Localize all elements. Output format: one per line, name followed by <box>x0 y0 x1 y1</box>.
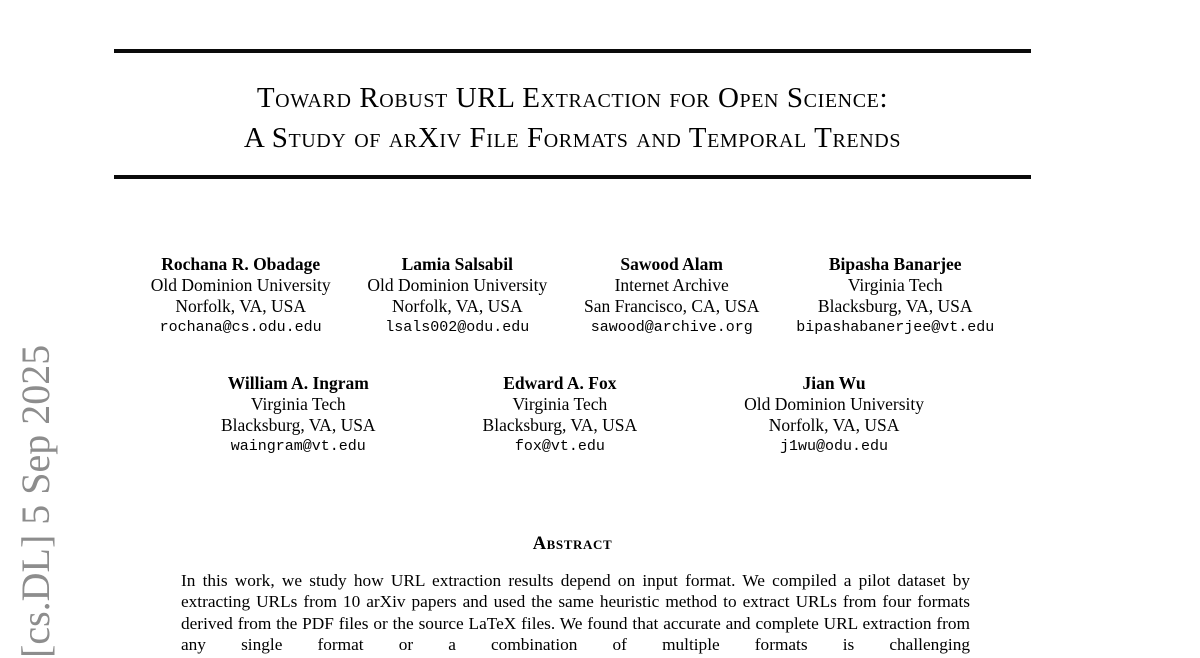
author-email: waingram@vt.edu <box>230 438 366 455</box>
author-location: Norfolk, VA, USA <box>391 296 523 316</box>
author-block-banarjee <box>796 254 994 338</box>
author-location: Blacksburg, VA, USA <box>817 296 973 316</box>
author-block-wu <box>744 373 924 457</box>
arxiv-watermark: [cs.DL] 5 Sep 2025 <box>13 344 58 658</box>
author-affiliation: Virginia Tech <box>847 275 943 295</box>
author-affiliation: Old Dominion University <box>367 275 548 295</box>
title-rule-top <box>114 49 1031 53</box>
author-name: Sawood Alam <box>620 254 723 274</box>
paper-title <box>114 78 1031 158</box>
author-name: Lamia Salsabil <box>401 254 513 274</box>
author-block-ingram <box>221 373 376 457</box>
author-block-alam <box>584 254 759 338</box>
author-location: Blacksburg, VA, USA <box>482 415 638 435</box>
author-block-obadage <box>151 254 331 338</box>
author-email: rochana@cs.odu.edu <box>159 319 322 336</box>
author-block-salsabil <box>367 254 547 338</box>
author-email: fox@vt.edu <box>514 438 605 455</box>
author-affiliation: Internet Archive <box>614 275 729 295</box>
authors-row-1 <box>114 254 1031 338</box>
author-block-fox <box>483 373 638 457</box>
author-name: Rochana R. Obadage <box>161 254 321 274</box>
author-name: William A. Ingram <box>227 373 369 393</box>
author-affiliation: Virginia Tech <box>250 394 346 414</box>
author-location: San Francisco, CA, USA <box>583 296 760 316</box>
author-email: lsals002@odu.edu <box>385 319 530 336</box>
author-affiliation: Old Dominion University <box>150 275 331 295</box>
abstract-heading: Abstract <box>532 534 613 554</box>
authors-row-2 <box>114 373 1031 457</box>
author-affiliation: Virginia Tech <box>512 394 608 414</box>
paper-title-line2: A Study of arXiv File Formats and Temporal Trends <box>243 122 902 154</box>
author-name: Jian Wu <box>802 373 866 393</box>
title-rule-bottom <box>114 175 1031 179</box>
paper-title-line1: Toward Robust URL Extraction for Open Science: <box>256 82 889 114</box>
author-name: Bipasha Banarjee <box>828 254 962 274</box>
author-email: j1wu@odu.edu <box>780 438 889 455</box>
abstract-text: In this work, we study how URL extraction results depend on input format. We compiled a pilot dataset by extracting URLs from 10 arXiv papers and used the same heuristic method to extract URLs from four formats derived from the PDF files or the source LaTeX files. We found that accurate and complete URL extraction from any single format or a combination of multiple formats is challenging <box>181 571 970 654</box>
author-location: Norfolk, VA, USA <box>175 296 306 316</box>
author-email: sawood@archive.org <box>590 319 753 336</box>
author-name: Edward A. Fox <box>503 373 617 393</box>
author-email: bipashabanerjee@vt.edu <box>796 319 995 336</box>
author-location: Norfolk, VA, USA <box>768 415 900 435</box>
author-location: Blacksburg, VA, USA <box>220 415 376 435</box>
author-affiliation: Old Dominion University <box>744 394 924 414</box>
